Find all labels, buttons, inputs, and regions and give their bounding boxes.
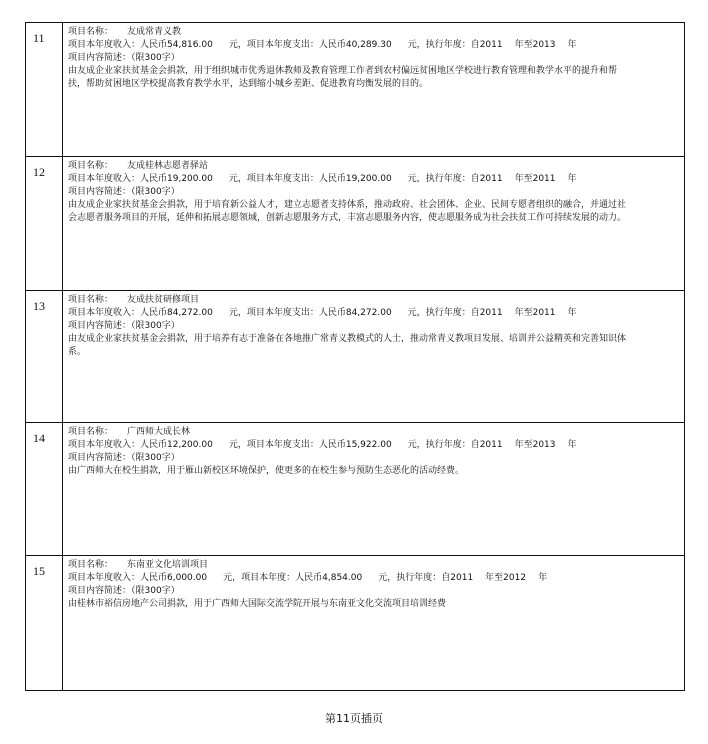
- period-to: 年至2013: [514, 440, 556, 450]
- expense-value: 人民币15,922.00: [318, 440, 392, 450]
- expense-value: 人民币40,289.30: [318, 40, 392, 50]
- expense-label: 项目本年度支出：: [246, 440, 319, 450]
- row-content: [68, 26, 678, 91]
- row-number: 11: [26, 23, 63, 156]
- income-value: 人民币54,816.00: [140, 40, 213, 50]
- income-label: 项目本年度收入：: [68, 174, 141, 184]
- brief-label: 项目内容简述：: [68, 53, 132, 63]
- period-label: 执行年度：: [396, 573, 442, 583]
- income-unit: 元，: [223, 573, 242, 583]
- table-row: [26, 156, 684, 290]
- name-label: 项目名称：: [68, 27, 114, 37]
- row-number: 13: [26, 291, 63, 422]
- income-label: 项目本年度收入：: [68, 40, 141, 50]
- project-description: 由友成企业家扶贫基金会捐款，用于组织城市优秀退休教师及教育管理工作者到农村偏远贫困地区学校进行教育管理和教学水平的提升和帮扶，帮助贫困地区学校提高教育教学水平，达到缩小城乡差距、促进教育均衡发展的目的。: [68, 66, 618, 89]
- row-number: 14: [26, 423, 63, 555]
- income-unit: 元，: [228, 440, 247, 450]
- brief-label: 项目内容简述：: [68, 586, 132, 596]
- word-limit: （限300字）: [131, 586, 180, 596]
- period-to: 年至2011: [514, 308, 556, 318]
- row-number: 12: [26, 157, 63, 290]
- expense-label: 项目本年度支出：: [246, 174, 319, 184]
- page-footer: 第11页插页: [325, 712, 383, 725]
- word-limit: （限300字）: [131, 187, 180, 197]
- expense-unit: 元，: [378, 573, 397, 583]
- period-label: 执行年度：: [425, 308, 471, 318]
- income-value: 人民币12,200.00: [140, 440, 213, 450]
- project-description: 由友成企业家扶贫基金会捐款，用于培养有志于准备在各地推广常青义教模式的人士，推动常青义教项目发展、培训并公益精英和完善知识体系。: [68, 334, 627, 357]
- period-label: 执行年度：: [425, 440, 471, 450]
- word-limit: （限300字）: [131, 53, 180, 63]
- period-from: 自2011: [470, 440, 503, 450]
- expense-unit: 元，: [407, 40, 426, 50]
- income-value: 人民币19,200.00: [140, 174, 213, 184]
- name-label: 项目名称：: [68, 161, 114, 171]
- expense-unit: 元，: [407, 174, 426, 184]
- project-name: 广西师大成长林: [127, 427, 191, 437]
- income-label: 项目本年度收入：: [68, 573, 141, 583]
- table-row: [26, 422, 684, 555]
- project-name: 友成桂林志愿者驿站: [127, 161, 209, 171]
- name-label: 项目名称：: [68, 560, 114, 570]
- year-suffix: 年: [538, 573, 548, 583]
- row-content: [68, 160, 678, 225]
- word-limit: （限300字）: [131, 453, 180, 463]
- brief-label: 项目内容简述：: [68, 321, 132, 331]
- row-content: [68, 426, 678, 478]
- period-to: 年至2013: [514, 40, 556, 50]
- project-description: 由友成企业家扶贫基金会捐款，用于培育新公益人才，建立志愿者支持体系，推动政府、社会团体、企业、民间专愿者组织的融合，并通过社会志愿者服务项目的开展，延伸和拓展志愿领域，创新志愿服务方式，丰富志愿服务内容，使志愿服务成为社会扶贫工作可持续发展的动力。: [68, 200, 627, 223]
- expense-label: 项目本年度支出：: [246, 308, 319, 318]
- income-unit: 元，: [228, 308, 247, 318]
- project-name: 友成扶贫研修项目: [127, 295, 200, 305]
- income-label: 项目本年度收入：: [68, 308, 141, 318]
- expense-value: 人民币4,854.00: [295, 573, 363, 583]
- period-to: 年至2012: [485, 573, 527, 583]
- income-unit: 元，: [228, 174, 247, 184]
- brief-label: 项目内容简述：: [68, 453, 132, 463]
- period-from: 自2011: [470, 174, 503, 184]
- period-to: 年至2011: [514, 174, 556, 184]
- expense-label: 项目本年度：: [241, 573, 296, 583]
- word-limit: （限300字）: [131, 321, 180, 331]
- project-description: 由广西师大在校生捐款，用于雁山新校区环境保护，使更多的在校生参与预防生态恶化的活动经费。: [68, 466, 465, 476]
- year-suffix: 年: [567, 40, 577, 50]
- period-from: 自2011: [441, 573, 474, 583]
- year-suffix: 年: [567, 440, 577, 450]
- year-suffix: 年: [567, 308, 577, 318]
- row-content: [68, 294, 678, 359]
- expense-value: 人民币84,272.00: [318, 308, 392, 318]
- expense-value: 人民币19,200.00: [318, 174, 392, 184]
- table-row: [26, 290, 684, 422]
- name-label: 项目名称：: [68, 295, 114, 305]
- income-value: 人民币6,000.00: [140, 573, 208, 583]
- period-label: 执行年度：: [425, 40, 471, 50]
- year-suffix: 年: [567, 174, 577, 184]
- income-value: 人民币84,272.00: [140, 308, 213, 318]
- table-row: [26, 555, 684, 690]
- expense-label: 项目本年度支出：: [246, 40, 319, 50]
- row-number: 15: [26, 556, 63, 690]
- project-description: 由桂林市裕信房地产公司捐款，用于广西师大国际交流学院开展与东南亚文化交流项目培训经费: [68, 599, 447, 609]
- period-from: 自2011: [470, 40, 503, 50]
- project-table: [25, 22, 685, 691]
- income-unit: 元，: [228, 40, 247, 50]
- name-label: 项目名称：: [68, 427, 114, 437]
- expense-unit: 元，: [407, 440, 426, 450]
- income-label: 项目本年度收入：: [68, 440, 141, 450]
- brief-label: 项目内容简述：: [68, 187, 132, 197]
- row-content: [68, 559, 678, 611]
- period-from: 自2011: [470, 308, 503, 318]
- project-name: 东南亚文化培训项目: [127, 560, 209, 570]
- expense-unit: 元，: [407, 308, 426, 318]
- period-label: 执行年度：: [425, 174, 471, 184]
- project-name: 友成常青义教: [127, 27, 182, 37]
- table-row: [26, 23, 684, 156]
